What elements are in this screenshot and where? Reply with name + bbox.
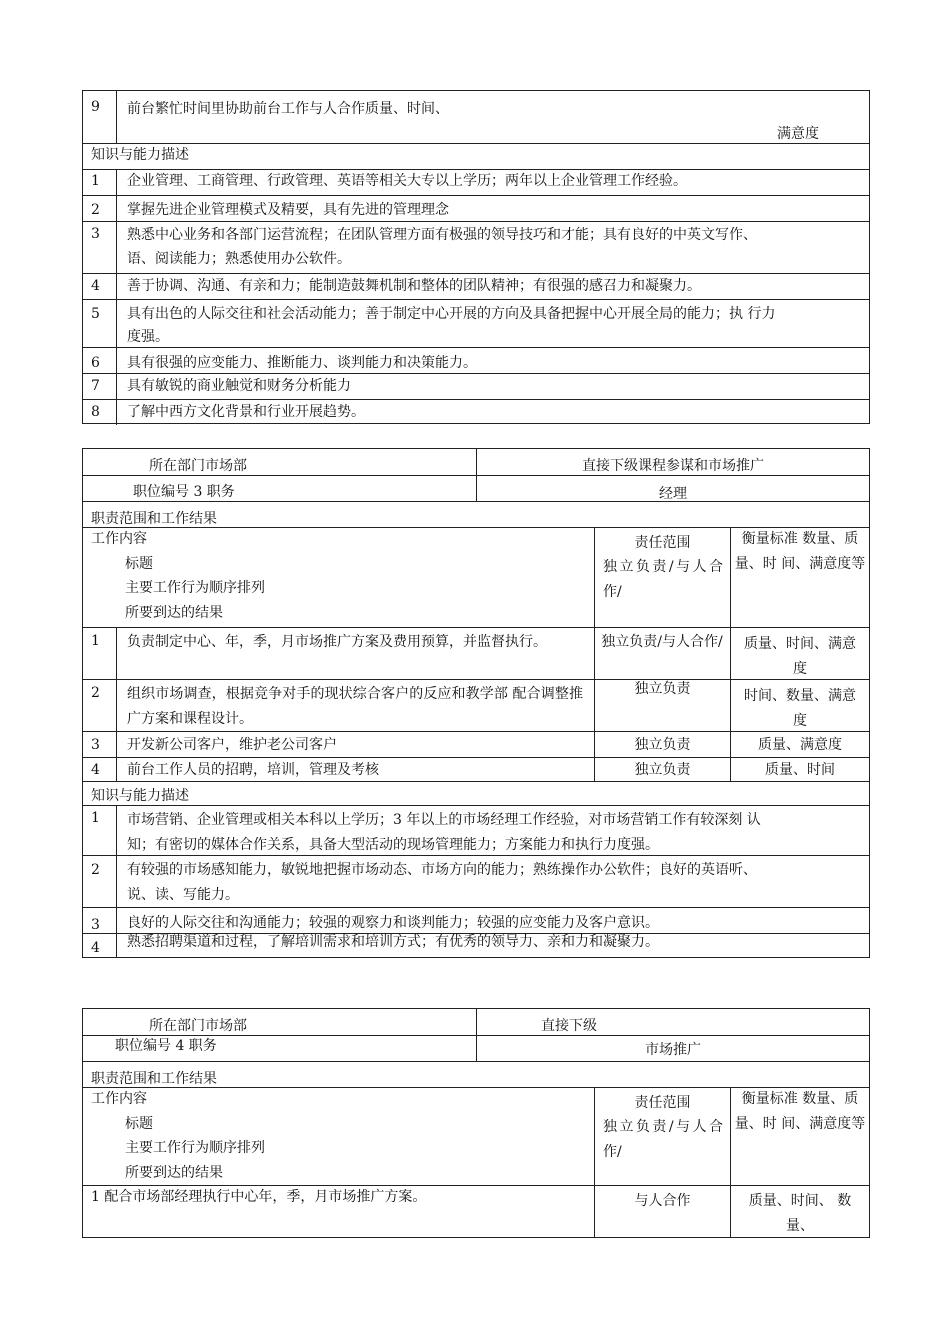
subordinate-label: 直接下级: [541, 1018, 597, 1034]
duty-text: 1 配合市场部经理执行中心年，季，月市场推广方案。: [91, 1189, 427, 1205]
subordinate-label: 直接下级课程参谋和市场推广: [582, 458, 764, 474]
duty-responsibility: 与人合作: [634, 1193, 691, 1209]
responsibility-options-label: 独立负责/与人合作/: [603, 559, 723, 600]
responsibility-options-label: 独立负责/与人合作/: [603, 1119, 723, 1160]
work-title-label: 标题: [125, 556, 153, 572]
work-title-label: 标题: [125, 1116, 153, 1132]
duty-text: 开发新公司客户，维护老公司客户: [127, 737, 337, 753]
knowledge-text-line2: 说、读、写能力。: [127, 887, 239, 903]
position-title: 市场推广: [645, 1042, 701, 1058]
department-label: 所在部门市场部: [149, 458, 247, 474]
duty-measure: 质量、满意度: [758, 737, 842, 753]
results-label: 所要到达的结果: [125, 1165, 223, 1181]
main-actions-label: 主要工作行为顺序排列: [125, 1140, 265, 1156]
knowledge-text: 熟悉招聘渠道和过程，了解培训需求和培训方式；有优秀的领导力、亲和力和凝聚力。: [127, 934, 659, 950]
section-heading: 知识与能力描述: [91, 147, 189, 163]
duty-responsibility: 独立负责: [634, 737, 691, 753]
item-number: 4: [91, 278, 100, 294]
item-text-line1: 具有出色的人际交往和社会活动能力；善于制定中心开展的方向及具备把握中心开展全局的能力；执 行力: [127, 306, 776, 322]
duty-responsibility: 独立负责/与人合作/: [601, 634, 723, 650]
item-number: 7: [91, 378, 100, 394]
measure-standard-label: 衡量标准 数量、质量、时 间、满意度等: [734, 1091, 866, 1132]
results-label: 所要到达的结果: [125, 605, 223, 621]
item-number: 1: [91, 173, 100, 189]
department-label: 所在部门市场部: [149, 1018, 247, 1034]
responsibility-range-label: 责任范围: [634, 535, 691, 551]
item-number: 6: [91, 355, 100, 371]
knowledge-number: 2: [91, 862, 100, 878]
duty-measure: 质量、时间: [765, 762, 835, 778]
duty-measure: 时间、数量、满意度: [744, 688, 856, 729]
item-number: 5: [91, 306, 100, 322]
item-text: 企业管理、工商管理、行政管理、英语等相关大专以上学历；两年以上企业管理工作经验。: [127, 173, 687, 189]
duty-responsibility: 独立负责: [634, 681, 691, 697]
item-text-line1: 熟悉中心业务和各部门运营流程；在团队管理方面有极强的领导技巧和才能；具有良好的中英文写作、: [127, 227, 757, 243]
position-number-label: 职位编号 3 职务: [133, 484, 235, 500]
measure-standard-label: 衡量标准 数量、质量、时 间、满意度等: [734, 531, 866, 572]
main-actions-label: 主要工作行为顺序排列: [125, 580, 265, 596]
knowledge-text: 良好的人际交往和沟通能力；较强的观察力和谈判能力；较强的应变能力及客户意识。: [127, 915, 659, 931]
duty-number: 4: [91, 762, 100, 778]
duty-text: 组织市场调查，根据竞争对手的现状综合客户的反应和教学部 配合调整推广方案和课程设计。: [127, 686, 583, 727]
section-heading: 知识与能力描述: [91, 788, 189, 804]
duty-measure: 质量、时间、 数量、: [748, 1193, 852, 1234]
knowledge-text-line1: 有较强的市场感知能力，敏锐地把握市场动态、市场方向的能力；熟练操作办公软件；良好的英语听、: [127, 862, 757, 878]
duty-text: 负责制定中心、年，季，月市场推广方案及费用预算，并监督执行。: [127, 634, 547, 650]
position-title: 经理: [659, 486, 687, 502]
duty-responsibility: 独立负责: [634, 762, 691, 778]
item-text: 善于协调、沟通、有亲和力；能制造鼓舞机制和整体的团队精神；有很强的感召力和凝聚力。: [127, 278, 701, 294]
duty-measure: 质量、时间、满意度: [744, 636, 856, 677]
knowledge-number: 3: [91, 917, 100, 933]
item-number: 2: [91, 202, 100, 218]
position-table-market-manager: [82, 448, 870, 958]
knowledge-text-line1: 市场营销、企业管理或相关本科以上学历；3 年以上的市场经理工作经验，对市场营销工作有较深刻 认: [127, 812, 761, 828]
item-text: 具有敏锐的商业触觉和财务分析能力: [127, 378, 351, 394]
work-content-label: 工作内容: [91, 1091, 147, 1107]
item-number: 9: [91, 99, 100, 115]
duty-text: 前台工作人员的招聘，培训，管理及考核: [127, 762, 379, 778]
item-number: 8: [91, 404, 100, 420]
responsibility-range-label: 责任范围: [634, 1095, 691, 1111]
duty-number: 2: [91, 685, 100, 701]
section-heading: 职责范围和工作结果: [91, 511, 217, 527]
knowledge-number: 4: [91, 940, 100, 956]
item-text-line2: 语、阅读能力；熟悉使用办公软件。: [127, 251, 351, 267]
position-table-market-promotion: [82, 1008, 870, 1238]
item-number: 3: [91, 226, 100, 242]
item-text: 了解中西方文化背景和行业开展趋势。: [127, 404, 365, 420]
item-text-extra: 满意度: [777, 126, 819, 142]
knowledge-table-1: [82, 90, 870, 424]
position-number-label: 职位编号 4 职务: [115, 1038, 217, 1054]
duty-number: 3: [91, 737, 100, 753]
work-content-label: 工作内容: [91, 531, 147, 547]
knowledge-text-line2: 知；有密切的媒体合作关系，具备大型活动的现场管理能力；方案能力和执行力度强。: [127, 837, 659, 853]
section-heading: 职责范围和工作结果: [91, 1071, 217, 1087]
item-text-line2: 度强。: [127, 329, 169, 345]
item-text: 掌握先进企业管理模式及精要，具有先进的管理理念: [127, 202, 449, 218]
duty-number: 1: [91, 633, 100, 649]
item-text: 具有很强的应变能力、推断能力、谈判能力和决策能力。: [127, 355, 477, 371]
item-text: 前台繁忙时间里协助前台工作与人合作质量、时间、: [127, 101, 449, 117]
knowledge-number: 1: [91, 810, 100, 826]
